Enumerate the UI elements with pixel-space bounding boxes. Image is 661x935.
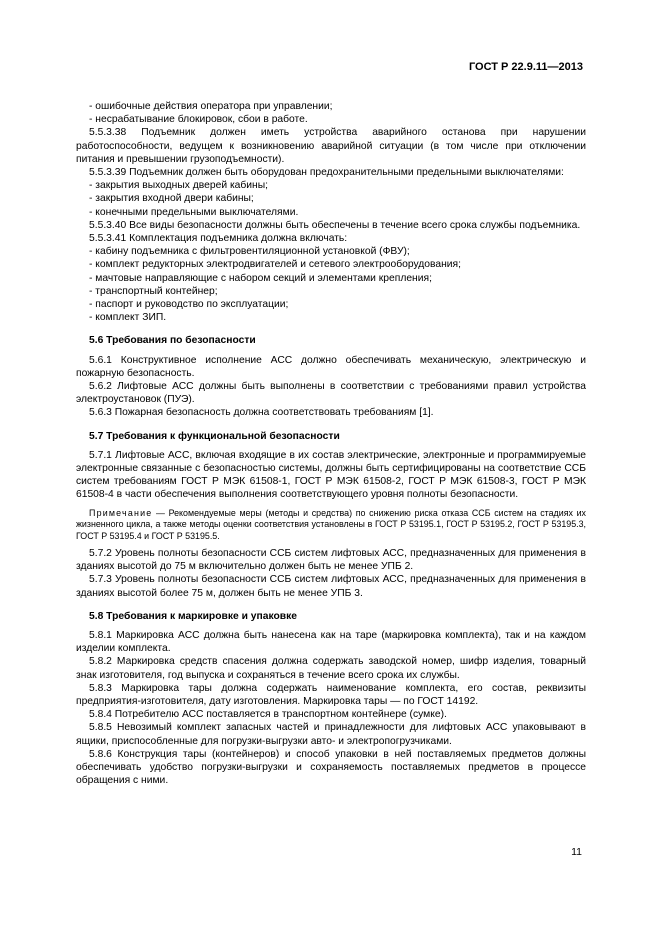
list-item: - несрабатывание блокировок, сбои в работе. bbox=[89, 114, 308, 126]
paragraph: 5.5.3.41 Комплектация подъемника должна включать: bbox=[89, 233, 348, 245]
paragraph: 5.8.1 Маркировка АСС должна быть нанесена как на таре (маркировка комплекта), так и на каждом изделии комплекта. bbox=[76, 629, 586, 655]
paragraph: 5.7.2 Уровень полноты безопасности ССБ систем лифтовых АСС, предназначенных для применения в зданиях высотой до 75 м включительно должен быть не менее УПБ 2. bbox=[76, 547, 586, 573]
paragraph: 5.8.6 Конструкция тары (контейнеров) и способ упаковки в ней поставляемых предметов должны обеспечивать удобство погрузки-выгрузки и сохраняемость поставляемых предметов в процессе обращения с ними. bbox=[76, 748, 586, 787]
paragraph: 5.5.3.38 Подъемник должен иметь устройства аварийного останова при нарушении работоспособности, ведущем к возникновению аварийной ситуации (в том числе при отключении питания и превышении грузоподъемности). bbox=[76, 127, 586, 165]
list-item: - ошибочные действия оператора при управлении; bbox=[89, 101, 333, 112]
list-item: - закрытия выходных дверей кабины; bbox=[89, 180, 268, 192]
document-body bbox=[76, 100, 586, 787]
paragraph: 5.5.3.40 Все виды безопасности должны быть обеспечены в течение всего срока службы подъемника. bbox=[89, 219, 581, 231]
paragraph: 5.6.3 Пожарная безопасность должна соответствовать требованиям [1]. bbox=[89, 407, 434, 419]
paragraph: 5.6.2 Лифтовые АСС должны быть выполнены в соответствии с требованиями правил устройства электроустановок (ПУЭ). bbox=[76, 381, 586, 406]
paragraph: 5.8.4 Потребителю АСС поставляется в транспортном контейнере (сумке). bbox=[89, 709, 447, 721]
paragraph: 5.5.3.39 Подъемник должен быть оборудован предохранительными предельными выключателями: bbox=[89, 167, 564, 179]
section-heading: 5.7 Требования к функциональной безопасности bbox=[89, 430, 340, 442]
paragraph: 5.7.1 Лифтовые АСС, включая входящие в их состав электрические, электронные и программируемые электронные связанные с безопасностью системы, должны быть сертифицированы на соответствие ССБ систем требованиям ГОСТ Р МЭК 61508-1, ГОСТ Р МЭК 61508-2, ГОСТ Р МЭК 61508-3, ГОСТ Р МЭК 61508-4 в части обеспечения выполнения соответствующего уровня полноты безопасности. bbox=[76, 449, 586, 501]
paragraph: 5.8.3 Маркировка тары должна содержать наименование комплекта, его состав, реквизиты предприятия-изготовителя, дату изготовления. Маркировка тары — по ГОСТ 14192. bbox=[76, 682, 586, 707]
section-heading: 5.8 Требования к маркировке и упаковке bbox=[89, 610, 297, 622]
paragraph: 5.8.5 Невозимый комплект запасных частей и принадлежности для лифтовых АСС упаковывают в ящики, приспособленные для погрузки-выгрузки авто- и электропогрузчиками. bbox=[76, 722, 586, 747]
list-item: - комплект ЗИП. bbox=[89, 312, 167, 324]
paragraph: 5.6.1 Конструктивное исполнение АСС должно обеспечивать механическую, электрическую и пожарную безопасность. bbox=[76, 354, 586, 379]
list-item: - кабину подъемника с фильтровентиляционной установкой (ФВУ); bbox=[89, 246, 410, 258]
note-label: Примечание bbox=[89, 507, 153, 518]
list-item: - комплект редукторных электродвигателей и сетевого электрооборудования; bbox=[89, 259, 461, 271]
page-number: 11 bbox=[571, 846, 582, 858]
section-heading: 5.6 Требования по безопасности bbox=[89, 335, 256, 347]
list-item: - паспорт и руководство по эксплуатации; bbox=[89, 299, 289, 311]
list-item: - транспортный контейнер; bbox=[89, 285, 218, 297]
list-item: - закрытия входной двери кабины; bbox=[89, 193, 254, 205]
note-paragraph bbox=[76, 508, 586, 542]
document-header: ГОСТ Р 22.9.11—2013 bbox=[468, 61, 583, 73]
paragraph: 5.8.2 Маркировка средств спасения должна содержать заводской номер, шифр изделия, товарный знак изготовителя, год выпуска и сохраняться в течение всего срока их службы. bbox=[76, 656, 586, 681]
list-item: - мачтовые направляющие с набором секций и элементами крепления; bbox=[89, 272, 432, 284]
paragraph: 5.7.3 Уровень полноты безопасности ССБ систем лифтовых АСС, предназначенных для применения в зданиях высотой более 75 м, должен быть не менее УПБ 3. bbox=[76, 574, 586, 599]
list-item: - конечными предельными выключателями. bbox=[89, 206, 299, 218]
note-text: — Рекомендуемые меры (методы и средства) по снижению риска отказа ССБ систем на стадиях их жизненного цикла, а также методы оценки соответствия установлены в ГОСТ Р 53195.1, ГОСТ Р 53195.2, ГОСТ Р 53195.3, ГОСТ Р 53195.4 и ГОСТ Р 53195.5. bbox=[76, 507, 586, 541]
